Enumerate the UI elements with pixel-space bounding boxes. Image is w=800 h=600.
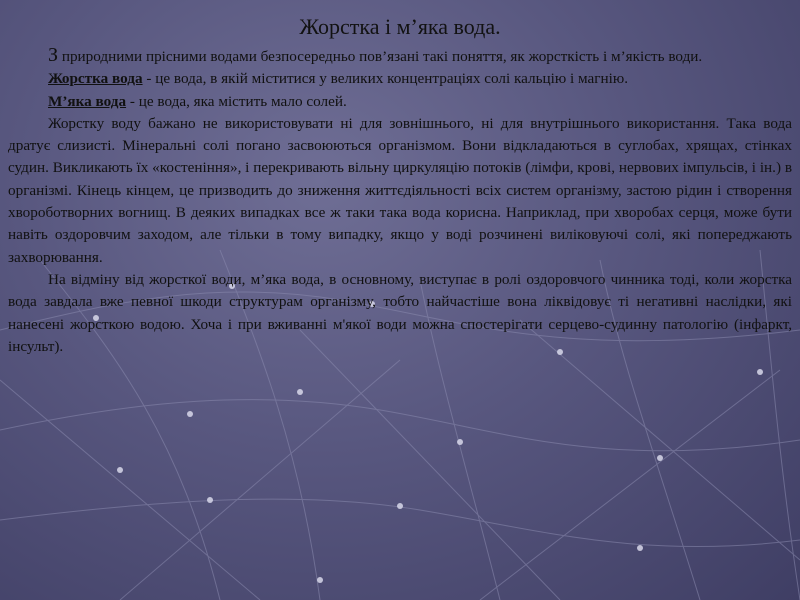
drop-letter: З xyxy=(48,44,59,66)
paragraph-hard-water xyxy=(8,68,792,90)
slide-content xyxy=(8,0,792,358)
paragraph-soft-water-role: На відміну від жорсткої води, м’яка вода, в основному, виступає в ролі оздоровчого чинника тоді, коли жорстка вода завдала вже певної шкоди структурам організму, тобто найчастіше вона ліквідовує ті негативні наслідки, які нанесені жорсткою водою. Хоча і при вживанні м'якої води можна спостерігати серцево-судинну патологію (інфаркт, інсульт). xyxy=(8,270,792,355)
term-hard-water: Жорстка вода xyxy=(48,70,143,88)
slide-title: Жорстка і м’яка вода. xyxy=(299,14,501,39)
definition-soft-water: - це вода, яка містить мало солей. xyxy=(126,92,347,110)
paragraph-intro xyxy=(8,44,792,68)
paragraph-hard-water-effects: Жорстку воду бажано не використовувати ні для зовнішнього, ні для внутрішнього використання. Така вода дратує слизисті. Мінеральні солі погано засвоюються організмом. Вони відкладаються в суглобах, хрящах, стінках судин. Викликають їх «костеніння», і перекривають вільну циркуляцію потоків (лімфи, крові, нервових імпульсів, і ін.) в організмі. Кінець кінцем, це призводить до зниження життєдіяльності всіх систем організму, застою рідин і створення хвороботворних вогнищ. В деяких випадках все ж таки така вода корисна. Наприклад, при хворобах серця, може бути навіть оздоровчим заходом, але тільки в тому випадку, якщо у воді розчинені виліковуючі солі, які попереджають захворювання. xyxy=(8,114,792,266)
definition-hard-water: - це вода, в якій міститися у великих концентраціях солі кальцію і магнію. xyxy=(142,70,629,88)
paragraph-intro-text: природними прісними водами безпосередньо пов’язані такі поняття, як жорсткість і м’якість води. xyxy=(58,48,703,65)
term-soft-water: М’яка вода xyxy=(48,92,127,110)
paragraph-soft-water xyxy=(8,91,792,113)
